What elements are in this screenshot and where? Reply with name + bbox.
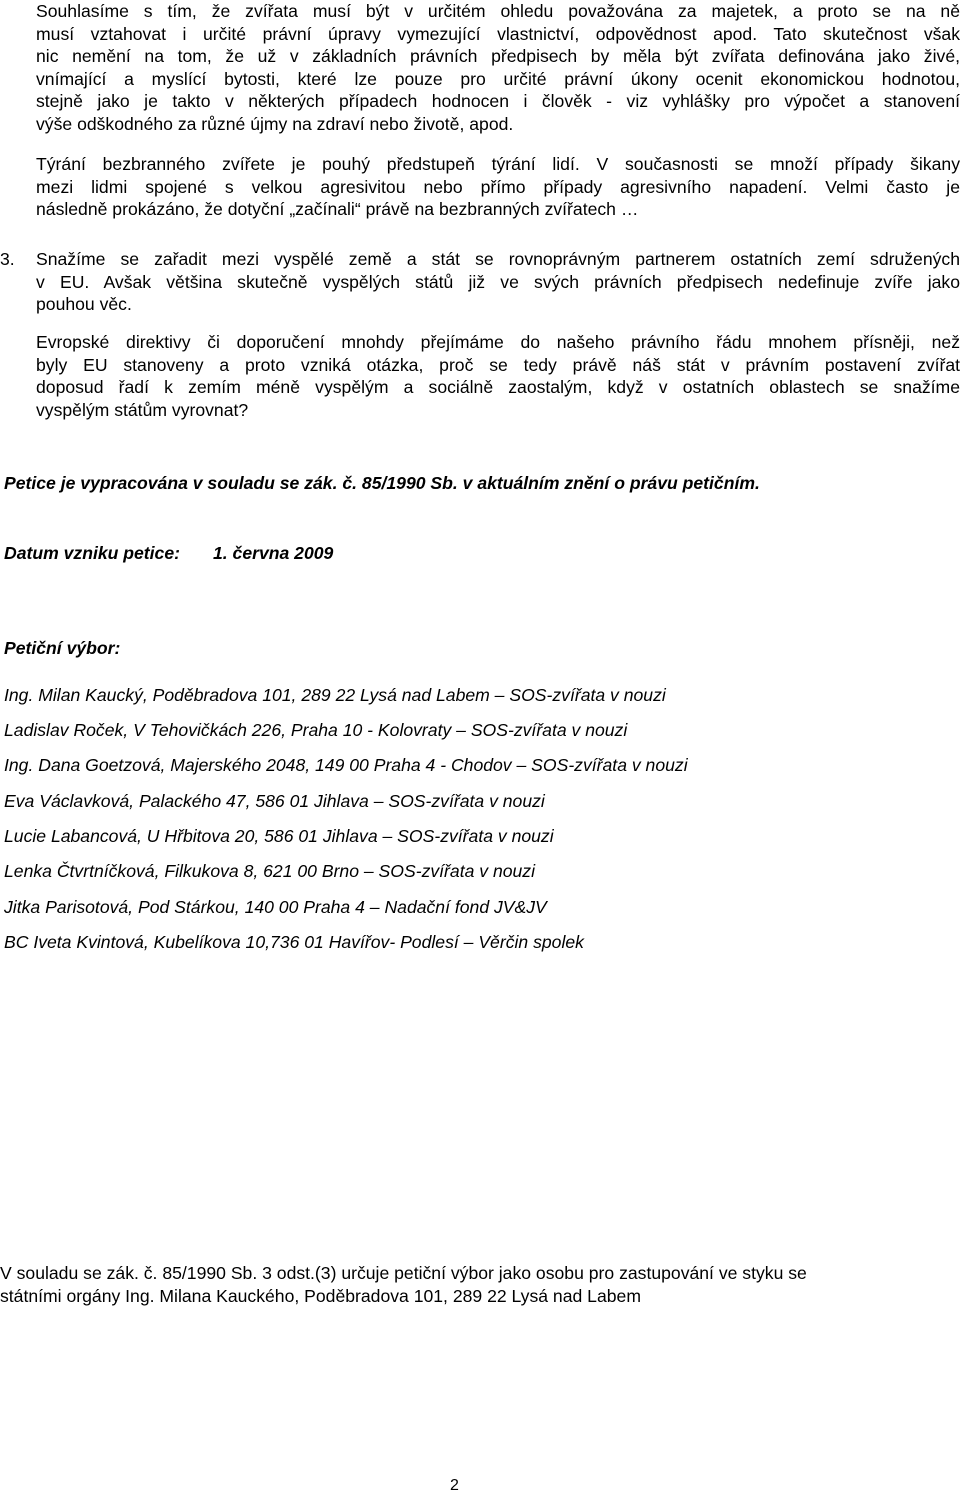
text-line: pouhou věc. <box>36 294 132 315</box>
list-item-number: 3. <box>0 249 15 269</box>
petition-date <box>4 542 333 565</box>
committee-member: Ing. Dana Goetzová, Majerského 2048, 149 00 Praha 4 - Chodov – SOS-zvířata v nouzi <box>4 755 688 775</box>
text-line: následně prokázáno, že dotyční „začínali“ právě na bezbranných zvířatech … <box>36 199 639 220</box>
committee-member: Jitka Parisotová, Pod Stárkou, 140 00 Praha 4 – Nadační fond JV&JV <box>4 897 547 917</box>
committee-heading: Petiční výbor: <box>4 638 121 658</box>
text-line: v EU. Avšak většina skutečně vyspělých států již ve svých právních předpisech nedefinuje zvíře jako <box>36 271 960 292</box>
text-line: nic nemění na tom, že už v základních právních předpisech by měla být zvířata definována jako živé, <box>36 46 960 67</box>
paragraph-ownership <box>36 0 960 136</box>
text-line: stejně jako je takto v některých případech hodnocen i člověk - viz vyhlášky pro výpočet a stanovení <box>36 91 960 112</box>
text-line: mezi lidmi spojené s velkou agresivitou nebo přímo případy agresivního napadení. Velmi často je <box>36 176 960 197</box>
paragraph-eu <box>36 248 960 316</box>
petition-date-value: 1. června 2009 <box>212 543 334 563</box>
text-line: Souhlasíme s tím, že zvířata musí být v určitém ohledu považována za majetek, a proto se na ně <box>36 1 960 21</box>
text-line: Snažíme se zařadit mezi vyspělé země a stát se rovnoprávným partnerem ostatních zemí sdružených <box>36 249 960 269</box>
committee-member: Lenka Čtvrtníčková, Filkukova 8, 621 00 Brno – SOS-zvířata v nouzi <box>4 861 535 881</box>
text-line: vyspělým státům vyrovnat? <box>36 399 249 420</box>
paragraph-cruelty <box>36 153 960 221</box>
committee-member: Eva Václavková, Palackého 47, 586 01 Jihlava – SOS-zvířata v nouzi <box>4 791 545 811</box>
committee-member: BC Iveta Kvintová, Kubelíkova 10,736 01 Havířov- Podlesí – Věrčin spolek <box>4 932 584 952</box>
petition-date-label: Datum vzniku petice: <box>4 543 180 563</box>
text-line: doposud řadí k zemím méně vyspělým a sociálně zaostalým, když v ostatních oblastech se snažíme <box>36 377 960 398</box>
text-line: musí vztahovat i určité právní úpravy vymezující vlastnictví, odpovědnost apod. Tato skutečnost však <box>36 23 960 44</box>
text-line: byly EU stanoveny a proto vzniká otázka, proč se tedy právě náš stát v právním postavení zvířat <box>36 354 960 375</box>
text-line: Týrání bezbranného zvířete je pouhý předstupeň týrání lidí. V současnosti se množí případy šikany <box>36 154 960 174</box>
legal-basis-statement: Petice je vypracována v souladu se zák. č. 85/1990 Sb. v aktuálním znění o právu petičním. <box>4 473 760 493</box>
page-number: 2 <box>450 1477 459 1494</box>
text-line: státními orgány Ing. Milana Kauckého, Poděbradova 101, 289 22 Lysá nad Labem <box>0 1285 641 1306</box>
paragraph-directives <box>36 331 960 421</box>
text-line: V souladu se zák. č. 85/1990 Sb. 3 odst.(3) určuje petiční výbor jako osobu pro zastupování ve styku se <box>0 1263 807 1283</box>
text-line: vnímající a myslící bytosti, které lze pouze pro určité právní úkony ocenit ekonomickou hodnotou, <box>36 68 960 89</box>
text-line: výše odškodného za různé újmy na zdraví nebo životě, apod. <box>36 113 514 134</box>
committee-member: Ladislav Roček, V Tehovičkách 226, Praha 10 - Kolovraty – SOS-zvířata v nouzi <box>4 720 628 740</box>
committee-member: Lucie Labancová, U Hřbitova 20, 586 01 Jihlava – SOS-zvířata v nouzi <box>4 826 554 846</box>
text-line: Evropské direktivy či doporučení mnohdy přejímáme do našeho právního řádu mnohem přísněji, než <box>36 332 960 352</box>
representative-note <box>0 1262 960 1307</box>
committee-member: Ing. Milan Kaucký, Poděbradova 101, 289 22 Lysá nad Labem – SOS-zvířata v nouzi <box>4 685 666 705</box>
